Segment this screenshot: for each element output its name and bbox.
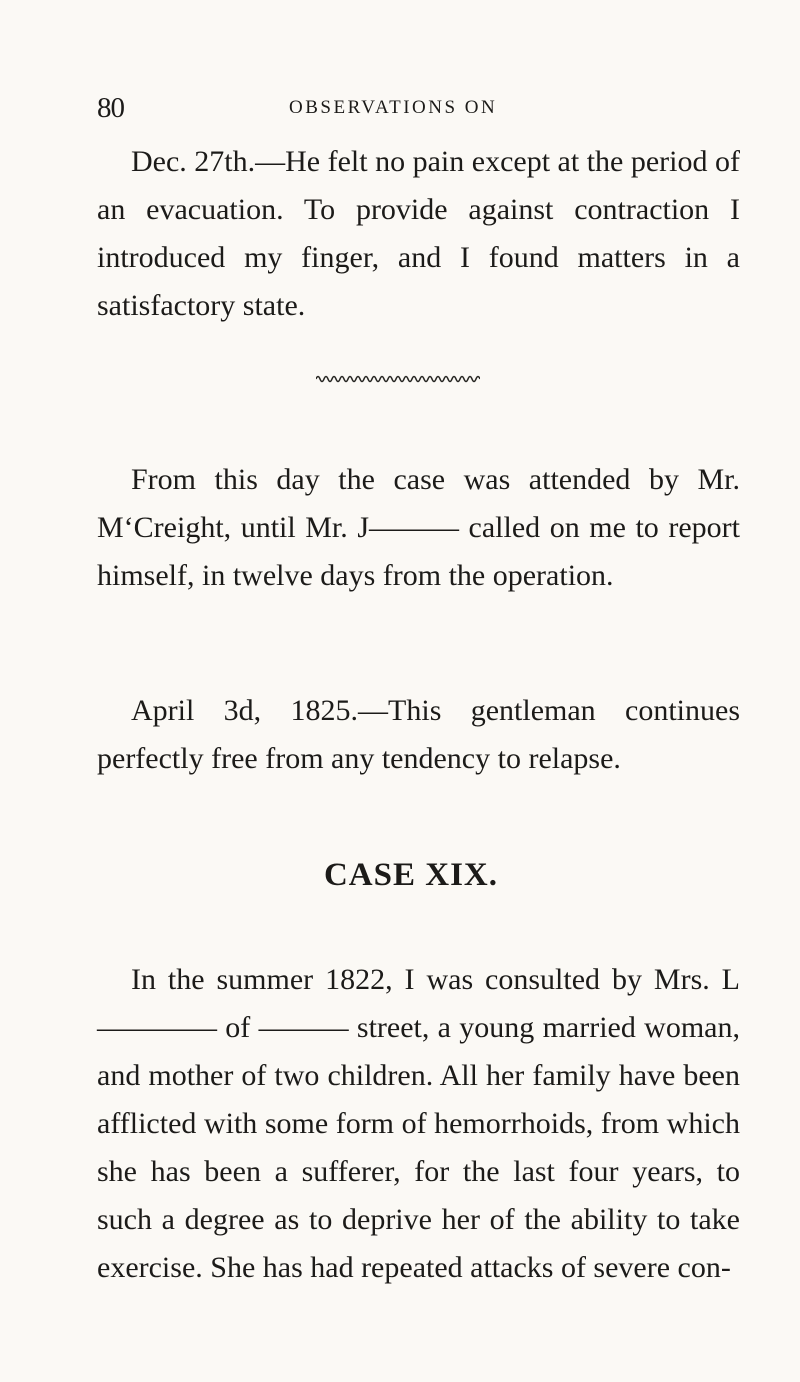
page-number: 80 xyxy=(97,92,124,124)
case-heading: CASE XIX. xyxy=(323,857,499,893)
paragraph-attended: From this day the case was attended by Mr. M‘Creight, until Mr. J——— called on me to report himself, in twelve days from the operation. xyxy=(97,463,740,592)
paragraph-dec-27: Dec. 27th.—He felt no pain except at the period of an evacuation. To provide against contraction I introduced my finger, and I found matters in a satisfactory state. xyxy=(97,145,740,322)
paragraph-summer: In the summer 1822, I was consulted by Mrs. L———— of ——— street, a young married woman, and mother of two children. All her family have been afflicted with some form of hemorrhoids, from which she has been a sufferer, for the last four years, to such a degree as to deprive her of the ability to take exercise. She has had repeated attacks of severe con- xyxy=(97,963,740,1284)
wavy-rule-ornament xyxy=(316,373,480,383)
paragraph-april: April 3d, 1825.—This gentleman continues perfectly free from any tendency to relapse. xyxy=(97,694,740,775)
running-title: OBSERVATIONS ON xyxy=(289,97,498,118)
running-head xyxy=(97,92,703,132)
